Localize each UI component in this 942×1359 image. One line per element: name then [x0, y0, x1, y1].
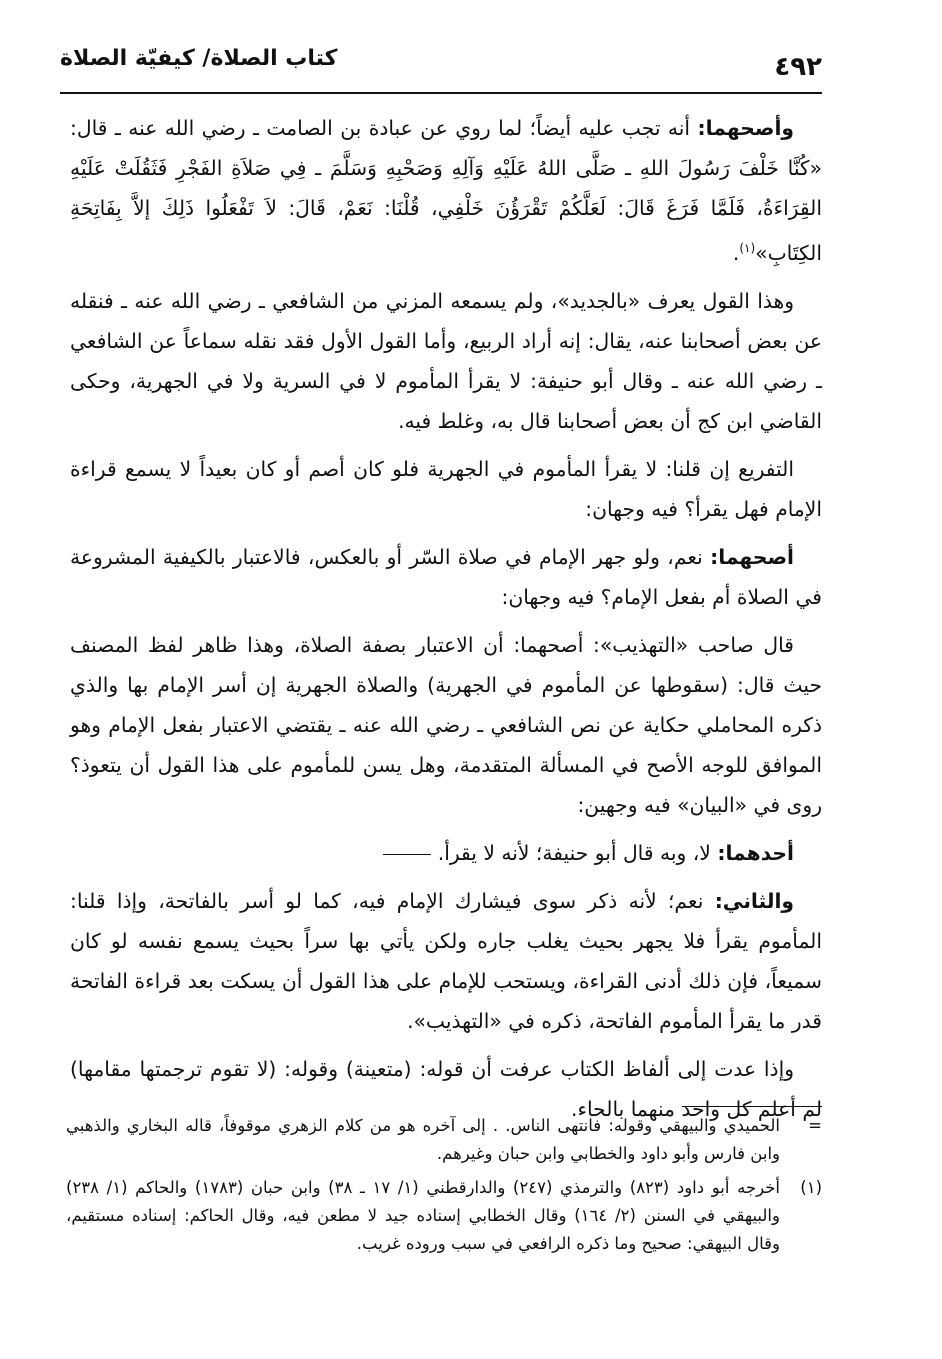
- paragraph-text: لا، وبه قال أبو حنيفة؛ لأنه لا يقرأ.: [437, 840, 711, 865]
- paragraph-5: [70, 625, 822, 825]
- page-number: ٤٩٢: [774, 52, 822, 82]
- main-text: [70, 108, 822, 1137]
- paragraph-lead: والثاني:: [714, 888, 795, 913]
- paragraph-text: نعم، ولو جهر الإمام في صلاة السّر أو بالعكس، فالاعتبار بالكيفية المشروعة في الصلاة أم بفعل الإمام؟ فيه وجهان:: [70, 544, 822, 609]
- footnote-text: الحميدي والبيهقي وقوله: فانتهى الناس. . إلى آخره هو من كلام الزهري موقوفاً، قاله البخاري والذهبي وابن فارس وأبو داود والخطابي وابن حبان وغيرهم.: [66, 1116, 780, 1163]
- footnote-separator: [682, 1106, 822, 1107]
- paragraph-4: [70, 537, 822, 617]
- paragraph-2: [70, 281, 822, 441]
- footnote-text: أخرجه أبو داود (٨٢٣) والترمذي (٢٤٧) والدارقطني (١/ ١٧ ـ ٣٨) وابن حبان (١٧٨٣) والحاكم (١/ ٢٣٨) والبيهقي في السنن (٢/ ١٦٤) وقال الخطابي إسناده جيد لا مطعن فيه، وقال الحاكم: إسناده مستقيم، وقال البيهقي: صحيح وما ذكره الرافعي في سبب وروده غريب.: [66, 1178, 781, 1253]
- paragraph-7: [70, 881, 822, 1041]
- page-header: [60, 40, 822, 94]
- paragraph-lead: أحدهما:: [717, 840, 794, 865]
- paragraph-text: وإذا عدت إلى ألفاظ الكتاب عرفت أن قوله: (متعينة) وقوله: (لا تقوم ترجمتها مقامها) لم أعلم كل واحد منهما بالحاء.: [70, 1056, 822, 1121]
- paragraph-3: [70, 449, 822, 529]
- paragraph-text: وهذا القول يعرف «بالجديد»، ولم يسمعه المزني من الشافعي ـ رضي الله عنه ـ فنقله عن بعض أصحابنا عنه، يقال: إنه أراد الربيع، وأما القول الأول فقد نقله سماعاً عن الشافعي ـ رضي الله عنه ـ وقال أبو حنيفة: لا يقرأ المأموم لا في السرية ولا في الجهرية، وحكى القاضي ابن كج أن بعض أصحابنا قال به، وغلط فيه.: [70, 288, 822, 433]
- footnote-marker: (١): [800, 1178, 822, 1197]
- paragraph-text: نعم؛ لأنه ذكر سوى فيشارك الإمام فيه، كما لو أسر بالفاتحة، وإذا قلنا: المأموم يقرأ فلا يجهر بحيث يغلب جاره ولكن يأتي بها سراً بحيث يسمع نفسه لو كان سميعاً، فإن ذلك أدنى القراءة، ويستحب للإمام على هذا القول أن يسكت بعد قراءة الفاتحة قدر ما يقرأ المأموم الفاتحة، ذكره في «التهذيب».: [70, 888, 822, 1033]
- running-title: كتاب الصلاة/ كيفيّة الصلاة: [60, 46, 338, 71]
- paragraph-6: [70, 833, 822, 873]
- footnote-reference: (١): [739, 241, 756, 255]
- paragraph-lead: وأصحهما:: [697, 116, 795, 140]
- footnote-continued: [66, 1112, 822, 1168]
- footnotes: [66, 1112, 822, 1264]
- paragraph-text: قال صاحب «التهذيب»: أصحهما: أن الاعتبار بصفة الصلاة، وهذا ظاهر لفظ المصنف حيث قال: (سقوطها عن المأموم في الجهرية) والصلاة الجهرية إن أسر الإمام بها والذي ذكره المحاملي حكاية عن نص الشافعي ـ رضي الله عنه ـ يقتضي الاعتبار بفعل الإمام وهو الموافق للوجه الأصح في المسألة المتقدمة، وهل يسن للمأموم على هذا القول أن يتعوذ؟ روى في «البيان» فيه وجهين:: [70, 632, 822, 817]
- paragraph-text: التفريع إن قلنا: لا يقرأ المأموم في الجهرية فلو كان أصم أو كان بعيداً لا يسمع قراءة الإمام فهل يقرأ؟ فيه وجهان:: [70, 456, 822, 521]
- paragraph-end: .: [732, 240, 740, 265]
- paragraph-lead: أصحهما:: [710, 544, 794, 569]
- footnote-marker: =: [808, 1116, 822, 1135]
- paragraph-1: [70, 108, 822, 273]
- margin-leader-line: [383, 854, 431, 855]
- footnote-1: [66, 1174, 822, 1258]
- paragraph-text: أنه تجب عليه أيضاً؛ لما روي عن عبادة بن الصامت ـ رضي الله عنه ـ قال: «كُنَّا خَلْفَ رَسُولَ اللهِ ـ صَلَّى اللهُ عَلَيْهِ وَآلِهِ وَصَحْبِهِ وَسَلَّمَ ـ فِي صَلاَةِ الفَجْرِ فَثَقُلَتْ عَلَيْهِ القِرَاءَةُ، فَلَمَّا فَرَغَ قَالَ: لَعَلَّكُمْ تَقْرَؤُنَ خَلْفِي، قُلْنَا: نَعَمْ، قَالَ: لاَ تَفْعَلُوا ذَلِكَ إلاَّ بِفَاتِحَةِ الكِتَابِ»: [70, 116, 822, 265]
